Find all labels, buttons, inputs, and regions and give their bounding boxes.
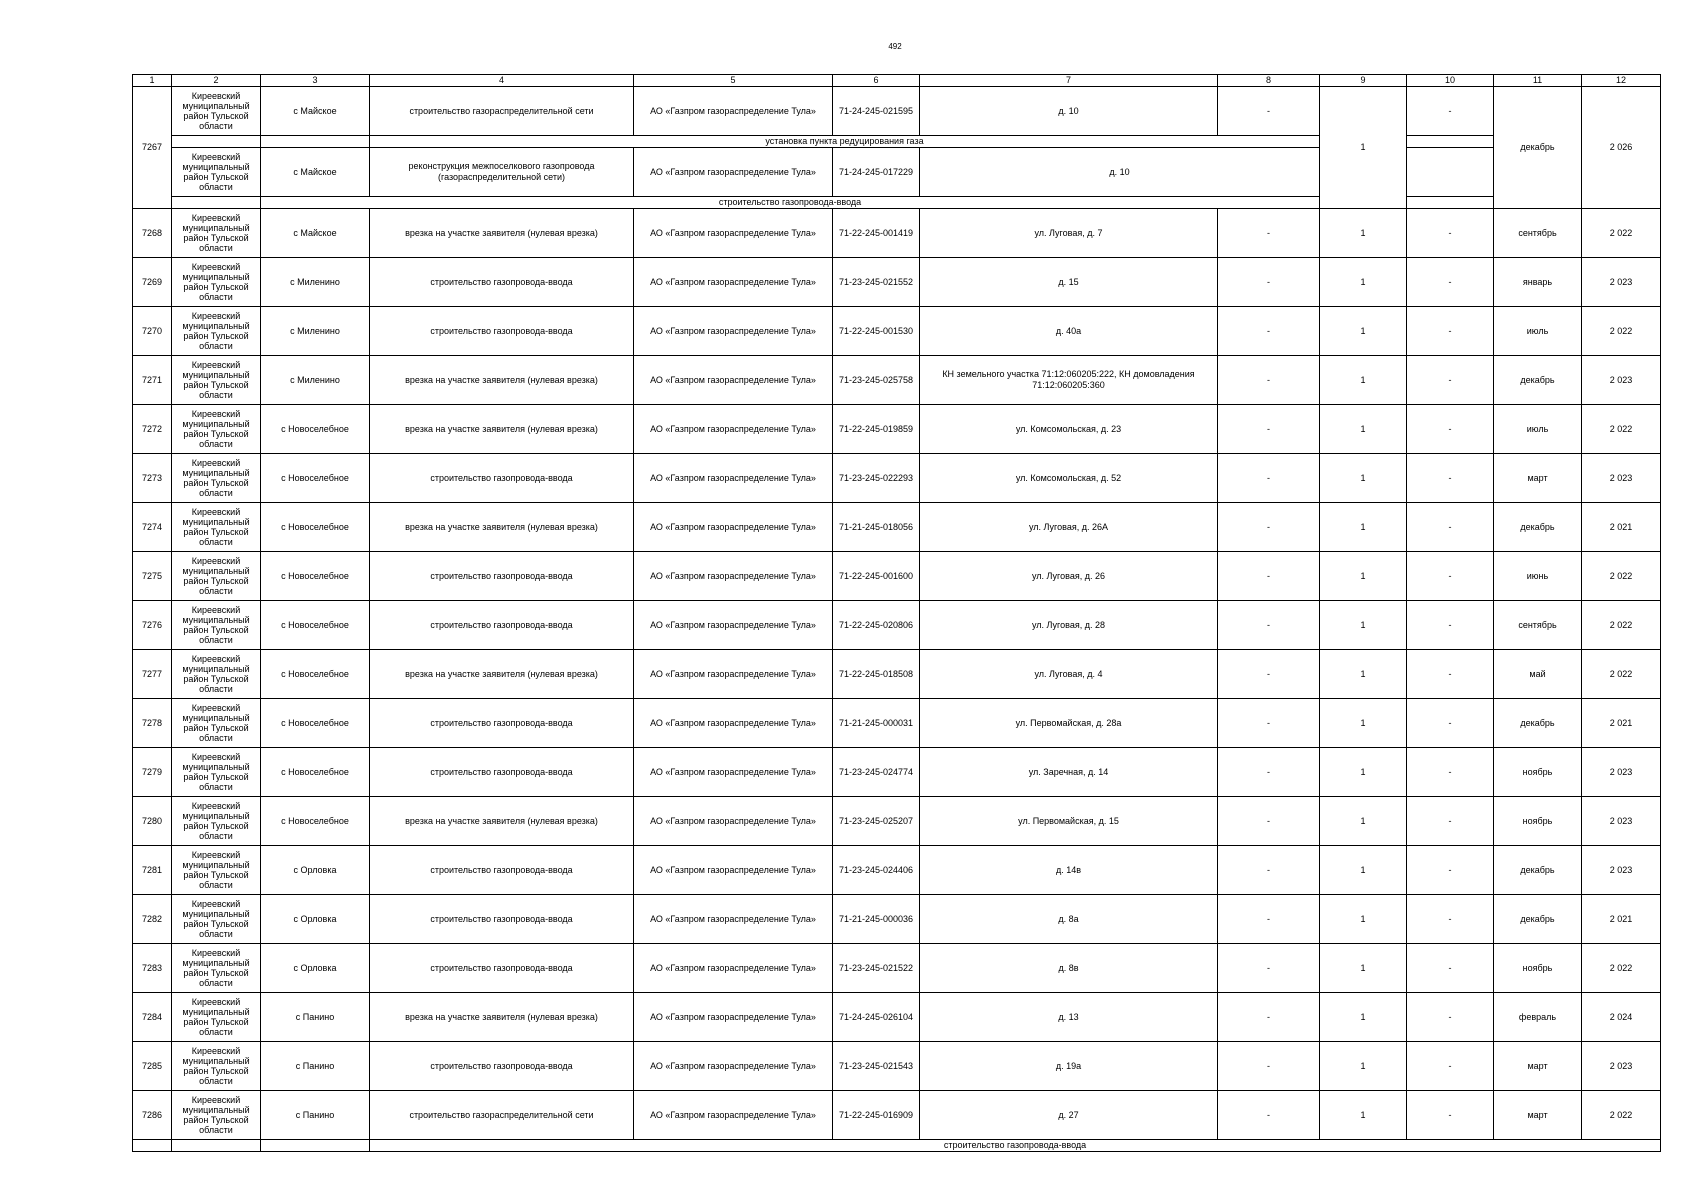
work-type-cell: строительство газопровода-ввода — [370, 846, 634, 895]
row-number: 7268 — [133, 209, 172, 258]
work-type-cell: строительство газораспределительной сети — [370, 87, 634, 136]
col8-cell: - — [1218, 258, 1320, 307]
year-cell: 2 022 — [1582, 307, 1661, 356]
address-cell: ул. Первомайская, д. 28а — [920, 699, 1218, 748]
month-cell: март — [1494, 1042, 1582, 1091]
table-row — [133, 307, 1661, 356]
settlement-cell: с Майское — [261, 87, 370, 136]
col9-cell: 1 — [1320, 258, 1407, 307]
application-code-cell: 71-21-245-000036 — [833, 895, 920, 944]
month-cell: март — [1494, 454, 1582, 503]
year-cell: 2 022 — [1582, 650, 1661, 699]
settlement-cell: с Майское — [261, 209, 370, 258]
organization-cell: АО «Газпром газораспределение Тула» — [634, 993, 833, 1042]
empty-cell — [172, 136, 261, 148]
application-code-cell: 71-24-245-026104 — [833, 993, 920, 1042]
registry-table — [132, 74, 1661, 1152]
district-cell: Киреевский муниципальный район Тульской области — [172, 699, 261, 748]
row-number: 7274 — [133, 503, 172, 552]
work-type-cell: врезка на участке заявителя (нулевая врезка) — [370, 503, 634, 552]
table-row — [133, 503, 1661, 552]
organization-cell: АО «Газпром газораспределение Тула» — [634, 699, 833, 748]
address-cell: ул. Комсомольская, д. 23 — [920, 405, 1218, 454]
application-code-cell: 71-23-245-025207 — [833, 797, 920, 846]
work-type-cell: строительство газопровода-ввода — [370, 552, 634, 601]
month-cell: декабрь — [1494, 895, 1582, 944]
column-number: 5 — [634, 75, 833, 87]
row-number: 7285 — [133, 1042, 172, 1091]
table-row — [133, 209, 1661, 258]
address-cell: д. 13 — [920, 993, 1218, 1042]
district-cell: Киреевский муниципальный район Тульской области — [172, 1042, 261, 1091]
address-cell: ул. Луговая, д. 26А — [920, 503, 1218, 552]
col10-cell: - — [1407, 503, 1494, 552]
row-number: 7269 — [133, 258, 172, 307]
column-number: 9 — [1320, 75, 1407, 87]
table-row — [133, 601, 1661, 650]
row-number: 7277 — [133, 650, 172, 699]
row-number: 7278 — [133, 699, 172, 748]
table-row — [133, 797, 1661, 846]
address-cell: д. 19а — [920, 1042, 1218, 1091]
col9-cell: 1 — [1320, 87, 1407, 209]
year-cell: 2 022 — [1582, 1091, 1661, 1140]
address-cell: д. 15 — [920, 258, 1218, 307]
table-row — [133, 356, 1661, 405]
year-cell: 2 022 — [1582, 552, 1661, 601]
district-cell: Киреевский муниципальный район Тульской области — [172, 895, 261, 944]
year-cell: 2 023 — [1582, 1042, 1661, 1091]
work-type-cell: строительство газопровода-ввода — [370, 944, 634, 993]
column-number: 8 — [1218, 75, 1320, 87]
application-code-cell: 71-23-245-022293 — [833, 454, 920, 503]
month-cell: январь — [1494, 258, 1582, 307]
column-number: 12 — [1582, 75, 1661, 87]
col9-cell: 1 — [1320, 356, 1407, 405]
col9-cell: 1 — [1320, 846, 1407, 895]
table-row — [133, 748, 1661, 797]
month-cell: декабрь — [1494, 503, 1582, 552]
settlement-cell: с Новоселебное — [261, 454, 370, 503]
empty-cell — [261, 136, 370, 148]
col9-cell: 1 — [1320, 797, 1407, 846]
col10-cell: - — [1407, 209, 1494, 258]
col8-cell: - — [1218, 405, 1320, 454]
organization-cell: АО «Газпром газораспределение Тула» — [634, 307, 833, 356]
empty-cell — [172, 197, 261, 209]
col10-cell: - — [1407, 454, 1494, 503]
col8-cell: - — [1218, 503, 1320, 552]
col10-cell: - — [1407, 1091, 1494, 1140]
year-cell: 2 023 — [1582, 748, 1661, 797]
year-cell: 2 022 — [1582, 601, 1661, 650]
col9-cell: 1 — [1320, 1091, 1407, 1140]
row-number: 7284 — [133, 993, 172, 1042]
address-cell: ул. Луговая, д. 7 — [920, 209, 1218, 258]
column-number: 3 — [261, 75, 370, 87]
table-row — [133, 650, 1661, 699]
month-cell: ноябрь — [1494, 944, 1582, 993]
col10-cell: - — [1407, 356, 1494, 405]
settlement-cell: с Новоселебное — [261, 797, 370, 846]
district-cell: Киреевский муниципальный район Тульской области — [172, 846, 261, 895]
organization-cell: АО «Газпром газораспределение Тула» — [634, 209, 833, 258]
col10-cell: - — [1407, 846, 1494, 895]
application-code-cell: 71-23-245-024406 — [833, 846, 920, 895]
col8-cell: - — [1218, 87, 1320, 136]
row-number: 7270 — [133, 307, 172, 356]
settlement-cell: с Миленино — [261, 258, 370, 307]
empty-cell — [172, 1140, 261, 1152]
district-cell: Киреевский муниципальный район Тульской области — [172, 503, 261, 552]
table-row — [133, 1091, 1661, 1140]
organization-cell: АО «Газпром газораспределение Тула» — [634, 552, 833, 601]
empty-cell — [1407, 148, 1494, 197]
column-number: 11 — [1494, 75, 1582, 87]
district-cell: Киреевский муниципальный район Тульской области — [172, 993, 261, 1042]
table-row-7267-note1 — [133, 136, 1661, 148]
settlement-cell: с Орловка — [261, 895, 370, 944]
address-cell: ул. Луговая, д. 26 — [920, 552, 1218, 601]
settlement-cell: с Панино — [261, 1042, 370, 1091]
col9-cell: 1 — [1320, 307, 1407, 356]
month-cell: июль — [1494, 405, 1582, 454]
page-number: 492 — [888, 42, 902, 51]
district-cell: Киреевский муниципальный район Тульской области — [172, 650, 261, 699]
note-cell: установка пункта редуцирования газа — [370, 136, 1320, 148]
address-cell: КН земельного участка 71:12:060205:222, КН домовладения 71:12:060205:360 — [920, 356, 1218, 405]
year-cell: 2 023 — [1582, 356, 1661, 405]
organization-cell: АО «Газпром газораспределение Тула» — [634, 258, 833, 307]
application-code-cell: 71-22-245-001419 — [833, 209, 920, 258]
organization-cell: АО «Газпром газораспределение Тула» — [634, 650, 833, 699]
col10-cell: - — [1407, 993, 1494, 1042]
address-cell: д. 14в — [920, 846, 1218, 895]
settlement-cell: с Орловка — [261, 846, 370, 895]
col10-cell: - — [1407, 797, 1494, 846]
row-number: 7286 — [133, 1091, 172, 1140]
address-cell: д. 8а — [920, 895, 1218, 944]
month-cell: ноябрь — [1494, 748, 1582, 797]
col10-cell: - — [1407, 601, 1494, 650]
settlement-cell: с Новоселебное — [261, 503, 370, 552]
year-cell: 2 022 — [1582, 944, 1661, 993]
address-cell: д. 10 — [920, 148, 1320, 197]
col8-cell: - — [1218, 307, 1320, 356]
district-cell: Киреевский муниципальный район Тульской области — [172, 454, 261, 503]
col8-cell: - — [1218, 552, 1320, 601]
application-code-cell: 71-22-245-020806 — [833, 601, 920, 650]
col10-cell: - — [1407, 748, 1494, 797]
district-cell: Киреевский муниципальный район Тульской области — [172, 405, 261, 454]
col9-cell: 1 — [1320, 405, 1407, 454]
year-cell: 2 022 — [1582, 209, 1661, 258]
application-code-cell: 71-22-245-018508 — [833, 650, 920, 699]
col8-cell: - — [1218, 944, 1320, 993]
table-row — [133, 993, 1661, 1042]
row-number: 7271 — [133, 356, 172, 405]
col9-cell: 1 — [1320, 1042, 1407, 1091]
table-row — [133, 552, 1661, 601]
organization-cell: АО «Газпром газораспределение Тула» — [634, 356, 833, 405]
address-cell: ул. Заречная, д. 14 — [920, 748, 1218, 797]
month-cell: февраль — [1494, 993, 1582, 1042]
work-type-cell: строительство газораспределительной сети — [370, 1091, 634, 1140]
month-cell: декабрь — [1494, 699, 1582, 748]
settlement-cell: с Миленино — [261, 356, 370, 405]
organization-cell: АО «Газпром газораспределение Тула» — [634, 601, 833, 650]
district-cell: Киреевский муниципальный район Тульской области — [172, 307, 261, 356]
district-cell: Киреевский муниципальный район Тульской области — [172, 258, 261, 307]
application-code-cell: 71-21-245-000031 — [833, 699, 920, 748]
application-code-cell: 71-23-245-021543 — [833, 1042, 920, 1091]
work-type-cell: врезка на участке заявителя (нулевая врезка) — [370, 993, 634, 1042]
row-number: 7279 — [133, 748, 172, 797]
organization-cell: АО «Газпром газораспределение Тула» — [634, 846, 833, 895]
col9-cell: 1 — [1320, 601, 1407, 650]
address-cell: ул. Луговая, д. 4 — [920, 650, 1218, 699]
col8-cell: - — [1218, 601, 1320, 650]
work-type-cell: врезка на участке заявителя (нулевая врезка) — [370, 405, 634, 454]
work-type-cell: строительство газопровода-ввода — [370, 454, 634, 503]
organization-cell: АО «Газпром газораспределение Тула» — [634, 148, 833, 197]
col10-cell: - — [1407, 699, 1494, 748]
work-type-cell: строительство газопровода-ввода — [370, 699, 634, 748]
settlement-cell: с Новоселебное — [261, 405, 370, 454]
application-code-cell: 71-22-245-001600 — [833, 552, 920, 601]
year-cell: 2 023 — [1582, 846, 1661, 895]
row-number: 7280 — [133, 797, 172, 846]
year-cell: 2 022 — [1582, 405, 1661, 454]
work-type-cell: врезка на участке заявителя (нулевая врезка) — [370, 356, 634, 405]
address-cell: ул. Первомайская, д. 15 — [920, 797, 1218, 846]
table-row-footer — [133, 1140, 1661, 1152]
organization-cell: АО «Газпром газораспределение Тула» — [634, 1091, 833, 1140]
column-number-row — [133, 75, 1661, 87]
organization-cell: АО «Газпром газораспределение Тула» — [634, 797, 833, 846]
col9-cell: 1 — [1320, 944, 1407, 993]
district-cell: Киреевский муниципальный район Тульской области — [172, 148, 261, 197]
month-cell: декабрь — [1494, 846, 1582, 895]
col10-cell: - — [1407, 650, 1494, 699]
col8-cell: - — [1218, 895, 1320, 944]
district-cell: Киреевский муниципальный район Тульской области — [172, 1091, 261, 1140]
year-cell: 2 024 — [1582, 993, 1661, 1042]
empty-cell — [133, 1140, 172, 1152]
year-cell: 2 023 — [1582, 797, 1661, 846]
year-cell: 2 021 — [1582, 503, 1661, 552]
col10-cell: - — [1407, 552, 1494, 601]
col10-cell: - — [1407, 944, 1494, 993]
col9-cell: 1 — [1320, 895, 1407, 944]
row-number: 7276 — [133, 601, 172, 650]
empty-cell — [261, 1140, 370, 1152]
col8-cell: - — [1218, 846, 1320, 895]
settlement-cell: с Панино — [261, 1091, 370, 1140]
col9-cell: 1 — [1320, 748, 1407, 797]
column-number: 10 — [1407, 75, 1494, 87]
col10-cell: - — [1407, 1042, 1494, 1091]
column-number: 6 — [833, 75, 920, 87]
organization-cell: АО «Газпром газораспределение Тула» — [634, 895, 833, 944]
settlement-cell: с Орловка — [261, 944, 370, 993]
col8-cell: - — [1218, 993, 1320, 1042]
settlement-cell: с Панино — [261, 993, 370, 1042]
row-number: 7283 — [133, 944, 172, 993]
year-cell: 2 021 — [1582, 895, 1661, 944]
table-row-7267b — [133, 148, 1661, 197]
table-row — [133, 895, 1661, 944]
address-cell: ул. Комсомольская, д. 52 — [920, 454, 1218, 503]
col9-cell: 1 — [1320, 552, 1407, 601]
month-cell: сентябрь — [1494, 601, 1582, 650]
column-number: 7 — [920, 75, 1218, 87]
application-code-cell: 71-24-245-017229 — [833, 148, 920, 197]
district-cell: Киреевский муниципальный район Тульской области — [172, 356, 261, 405]
month-cell: июль — [1494, 307, 1582, 356]
col8-cell: - — [1218, 797, 1320, 846]
organization-cell: АО «Газпром газораспределение Тула» — [634, 944, 833, 993]
district-cell: Киреевский муниципальный район Тульской области — [172, 87, 261, 136]
district-cell: Киреевский муниципальный район Тульской области — [172, 552, 261, 601]
settlement-cell: с Новоселебное — [261, 552, 370, 601]
col8-cell: - — [1218, 748, 1320, 797]
settlement-cell: с Миленино — [261, 307, 370, 356]
empty-cell — [1407, 136, 1494, 148]
organization-cell: АО «Газпром газораспределение Тула» — [634, 503, 833, 552]
organization-cell: АО «Газпром газораспределение Тула» — [634, 454, 833, 503]
work-type-cell: строительство газопровода-ввода — [370, 1042, 634, 1091]
row-number: 7282 — [133, 895, 172, 944]
district-cell: Киреевский муниципальный район Тульской области — [172, 944, 261, 993]
col8-cell: - — [1218, 699, 1320, 748]
district-cell: Киреевский муниципальный район Тульской области — [172, 601, 261, 650]
note-cell: строительство газопровода-ввода — [261, 197, 1320, 209]
address-cell: ул. Луговая, д. 28 — [920, 601, 1218, 650]
month-cell: сентябрь — [1494, 209, 1582, 258]
col9-cell: 1 — [1320, 650, 1407, 699]
col8-cell: - — [1218, 1042, 1320, 1091]
col9-cell: 1 — [1320, 993, 1407, 1042]
work-type-cell: врезка на участке заявителя (нулевая врезка) — [370, 650, 634, 699]
work-type-cell: строительство газопровода-ввода — [370, 748, 634, 797]
application-code-cell: 71-24-245-021595 — [833, 87, 920, 136]
year-cell: 2 021 — [1582, 699, 1661, 748]
organization-cell: АО «Газпром газораспределение Тула» — [634, 405, 833, 454]
year-cell: 2 023 — [1582, 258, 1661, 307]
row-number: 7281 — [133, 846, 172, 895]
organization-cell: АО «Газпром газораспределение Тула» — [634, 87, 833, 136]
col8-cell: - — [1218, 209, 1320, 258]
application-code-cell: 71-23-245-021522 — [833, 944, 920, 993]
organization-cell: АО «Газпром газораспределение Тула» — [634, 1042, 833, 1091]
application-code-cell: 71-23-245-021552 — [833, 258, 920, 307]
table-row — [133, 944, 1661, 993]
settlement-cell: с Новоселебное — [261, 650, 370, 699]
work-type-cell: реконструкция межпоселкового газопровода (газораспределительной сети) — [370, 148, 634, 197]
row-number: 7267 — [133, 87, 172, 209]
month-cell: июнь — [1494, 552, 1582, 601]
district-cell: Киреевский муниципальный район Тульской области — [172, 797, 261, 846]
row-number: 7272 — [133, 405, 172, 454]
work-type-cell: строительство газопровода-ввода — [370, 258, 634, 307]
table-row-7267a — [133, 87, 1661, 136]
application-code-cell: 71-23-245-025758 — [833, 356, 920, 405]
application-code-cell: 71-22-245-019859 — [833, 405, 920, 454]
table-row-7267-note2 — [133, 197, 1661, 209]
table-row — [133, 405, 1661, 454]
table-row — [133, 699, 1661, 748]
application-code-cell: 71-22-245-001530 — [833, 307, 920, 356]
settlement-cell: с Майское — [261, 148, 370, 197]
table-row — [133, 454, 1661, 503]
col10-cell: - — [1407, 895, 1494, 944]
application-code-cell: 71-23-245-024774 — [833, 748, 920, 797]
empty-cell — [1407, 197, 1494, 209]
col8-cell: - — [1218, 650, 1320, 699]
application-code-cell: 71-22-245-016909 — [833, 1091, 920, 1140]
note-cell: строительство газопровода-ввода — [370, 1140, 1661, 1152]
address-cell: д. 10 — [920, 87, 1218, 136]
table-row — [133, 1042, 1661, 1091]
col9-cell: 1 — [1320, 503, 1407, 552]
application-code-cell: 71-21-245-018056 — [833, 503, 920, 552]
address-cell: д. 27 — [920, 1091, 1218, 1140]
work-type-cell: врезка на участке заявителя (нулевая врезка) — [370, 797, 634, 846]
row-number: 7273 — [133, 454, 172, 503]
district-cell: Киреевский муниципальный район Тульской области — [172, 209, 261, 258]
settlement-cell: с Новоселебное — [261, 699, 370, 748]
col10-cell: - — [1407, 258, 1494, 307]
year-cell: 2 026 — [1582, 87, 1661, 209]
row-number: 7275 — [133, 552, 172, 601]
table-row — [133, 846, 1661, 895]
col9-cell: 1 — [1320, 209, 1407, 258]
work-type-cell: строительство газопровода-ввода — [370, 895, 634, 944]
settlement-cell: с Новоселебное — [261, 601, 370, 650]
month-cell: декабрь — [1494, 356, 1582, 405]
year-cell: 2 023 — [1582, 454, 1661, 503]
col9-cell: 1 — [1320, 454, 1407, 503]
work-type-cell: врезка на участке заявителя (нулевая врезка) — [370, 209, 634, 258]
col9-cell: 1 — [1320, 699, 1407, 748]
col8-cell: - — [1218, 356, 1320, 405]
column-number: 1 — [133, 75, 172, 87]
month-cell: декабрь — [1494, 87, 1582, 209]
organization-cell: АО «Газпром газораспределение Тула» — [634, 748, 833, 797]
address-cell: д. 8в — [920, 944, 1218, 993]
col8-cell: - — [1218, 454, 1320, 503]
col8-cell: - — [1218, 1091, 1320, 1140]
col10-cell: - — [1407, 405, 1494, 454]
table-row — [133, 258, 1661, 307]
col10-cell: - — [1407, 87, 1494, 136]
work-type-cell: строительство газопровода-ввода — [370, 601, 634, 650]
address-cell: д. 40а — [920, 307, 1218, 356]
month-cell: май — [1494, 650, 1582, 699]
col10-cell: - — [1407, 307, 1494, 356]
column-number: 4 — [370, 75, 634, 87]
month-cell: март — [1494, 1091, 1582, 1140]
district-cell: Киреевский муниципальный район Тульской области — [172, 748, 261, 797]
month-cell: ноябрь — [1494, 797, 1582, 846]
column-number: 2 — [172, 75, 261, 87]
work-type-cell: строительство газопровода-ввода — [370, 307, 634, 356]
settlement-cell: с Новоселебное — [261, 748, 370, 797]
